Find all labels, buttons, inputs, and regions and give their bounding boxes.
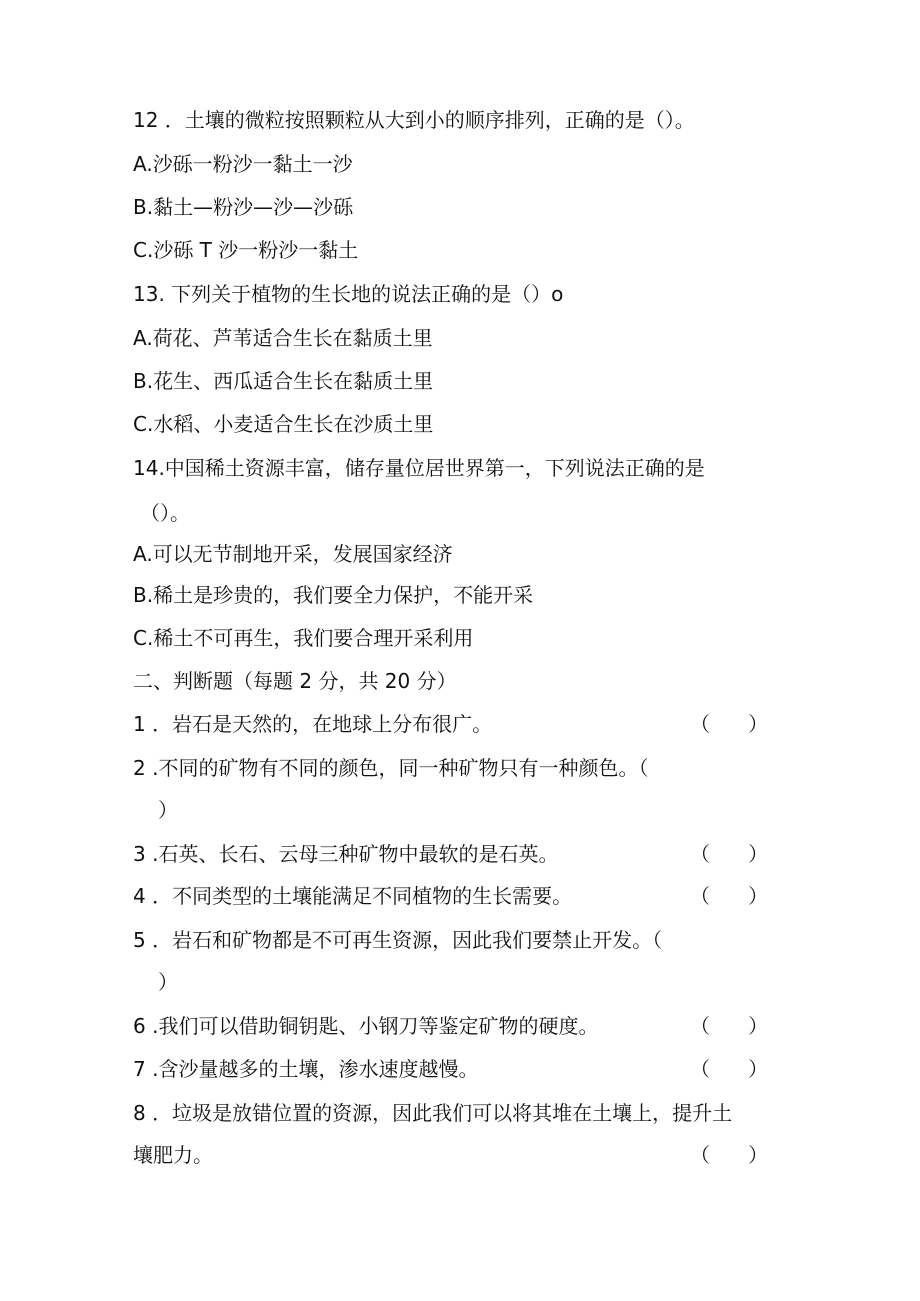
- question-13-option-c: C.水稻、小麦适合生长在沙质土里: [133, 412, 434, 436]
- question-14-stem: 14.中国稀土资源丰富，储存量位居世界第一，下列说法正确的是: [133, 456, 705, 480]
- question-14-option-b: B.稀土是珍贵的，我们要全力保护，不能开采: [133, 583, 534, 607]
- question-13-stem: 13. 下列关于植物的生长地的说法正确的是（）o: [133, 282, 564, 306]
- question-12-option-a: A.沙砾一粉沙一黏土一沙: [133, 152, 353, 176]
- judge-item-5: 5 ．岩石和矿物都是不可再生资源，因此我们要禁止开发。（: [133, 928, 663, 952]
- judge-item-8-cont: 壤肥力。: [133, 1143, 213, 1167]
- question-12-stem: 12 ．土壤的微粒按照颗粒从大到小的顺序排列，正确的是（）。: [133, 108, 695, 132]
- judge-answer-blank-7[interactable]: （ ）: [690, 1057, 769, 1081]
- question-14-stem-cont: （）。: [140, 501, 190, 525]
- question-12-option-c: C.沙砾 T 沙一粉沙一黏土: [133, 238, 359, 262]
- judge-item-8: 8 ．垃圾是放错位置的资源，因此我们可以将其堆在土壤上，提升土: [133, 1101, 733, 1125]
- judge-answer-blank-8[interactable]: （ ）: [690, 1143, 769, 1167]
- question-14-option-a: A.可以无节制地开采，发展国家经济: [133, 542, 453, 566]
- judge-answer-blank-4[interactable]: （ ）: [690, 884, 769, 908]
- judge-item-1: 1 ．岩石是天然的，在地球上分布很广。: [133, 712, 493, 736]
- judge-item-6: 6 .我们可以借助铜钥匙、小钢刀等鉴定矿物的硬度。: [133, 1014, 599, 1038]
- question-12-option-b: B.黏土—粉沙—沙—沙砾: [133, 195, 354, 219]
- question-13-option-b: B.花生、西瓜适合生长在黏质土里: [133, 369, 434, 393]
- judge-item-4: 4 ．不同类型的土壤能满足不同植物的生长需要。: [133, 884, 573, 908]
- judge-item-3: 3 .石英、长石、云母三种矿物中最软的是石英。: [133, 842, 559, 866]
- judge-item-2: 2 .不同的矿物有不同的颜色，同一种矿物只有一种颜色。（: [133, 756, 649, 780]
- section-2-title: 二、判断题（每题 2 分，共 20 分）: [133, 669, 457, 693]
- judge-item-7: 7 .含沙量越多的土壤，渗水速度越慢。: [133, 1057, 479, 1081]
- judge-answer-blank-1[interactable]: （ ）: [690, 712, 769, 736]
- question-13-option-a: A.荷花、芦苇适合生长在黏质土里: [133, 326, 433, 350]
- judge-item-5-cont: ）: [158, 970, 178, 994]
- question-14-option-c: C.稀土不可再生，我们要合理开采利用: [133, 626, 474, 650]
- judge-answer-blank-3[interactable]: （ ）: [690, 842, 769, 866]
- judge-answer-blank-6[interactable]: （ ）: [690, 1014, 769, 1038]
- judge-item-2-cont: ）: [158, 798, 178, 822]
